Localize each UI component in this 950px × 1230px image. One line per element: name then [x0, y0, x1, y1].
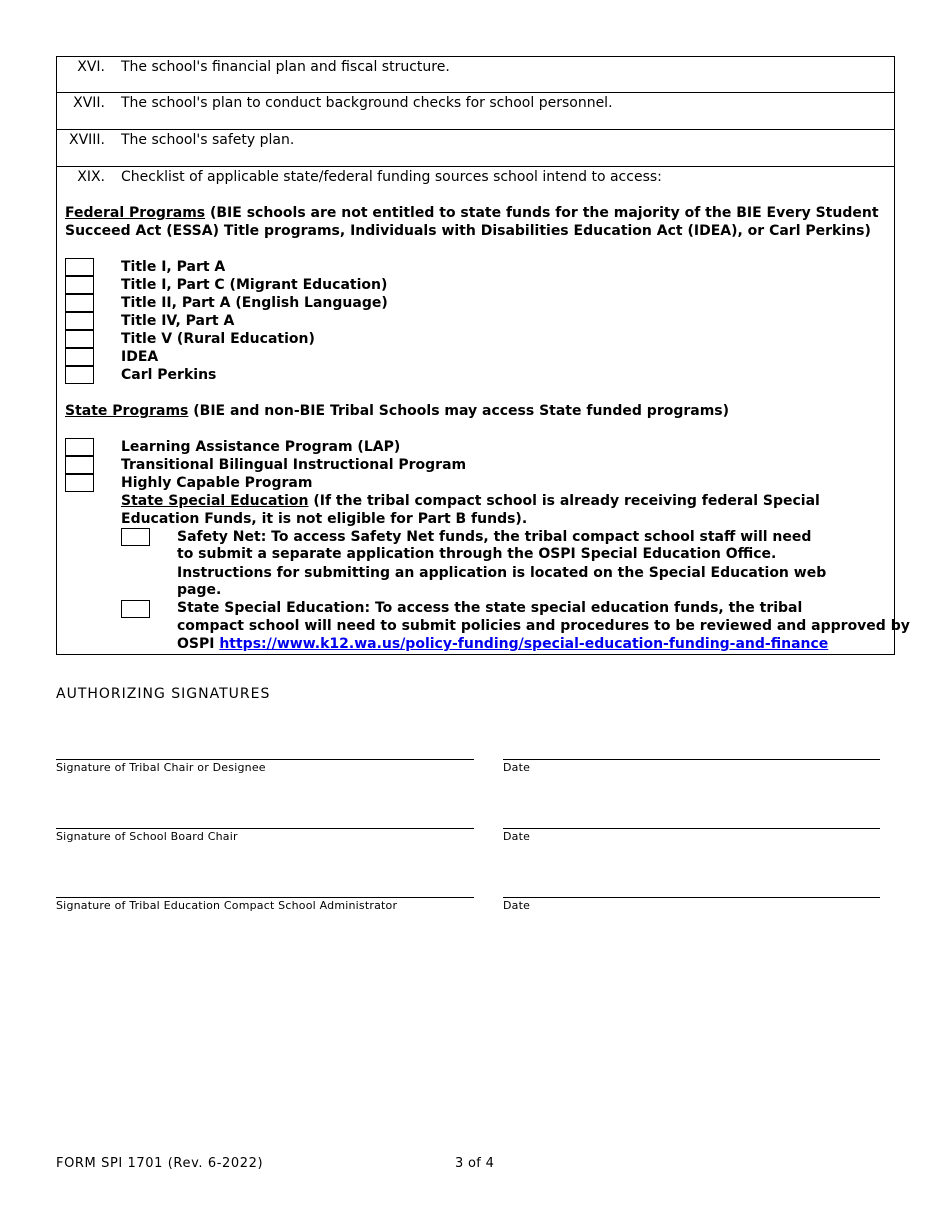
checkbox-title-5[interactable] [65, 330, 94, 348]
state-special-education-heading [121, 492, 820, 510]
date-label: Date [503, 830, 531, 843]
signature-label: Signature of Tribal Education Compact School Administrator [56, 899, 398, 912]
safety-net-text: page. [177, 582, 222, 598]
row-number: XVI. [77, 59, 105, 75]
checkbox-label: Title I, Part C (Migrant Education) [121, 277, 388, 293]
checkbox-label: Highly Capable Program [121, 475, 313, 491]
date-line[interactable] [503, 897, 880, 898]
signature-label: Signature of School Board Chair [56, 830, 238, 843]
signature-label: Signature of Tribal Chair or Designee [56, 761, 266, 774]
checkbox-label: IDEA [121, 349, 159, 365]
checkbox-label: Carl Perkins [121, 367, 217, 383]
special-education-funding-link[interactable]: https://www.k12.wa.us/policy-funding/special-education-funding-and-finance [219, 636, 829, 652]
state-sped-text-with-link [177, 635, 828, 653]
date-line[interactable] [503, 759, 880, 760]
state-sped-text: State Special Education: To access the state special education funds, the tribal [177, 600, 803, 616]
state-special-education-note-continued: Education Funds, it is not eligible for Part B funds). [121, 511, 528, 527]
state-special-education-note: (If the tribal compact school is already receiving federal Special [308, 493, 820, 509]
safety-net-text: Safety Net: To access Safety Net funds, the tribal compact school staff will need [177, 529, 812, 545]
table-row [57, 93, 894, 130]
checkbox-state-special-education[interactable] [121, 600, 150, 618]
state-special-education-title: State Special Education [121, 493, 309, 509]
state-sped-text: OSPI [177, 636, 220, 652]
checkbox-bilingual[interactable] [65, 456, 94, 474]
date-label: Date [503, 899, 531, 912]
table-row [57, 130, 894, 167]
state-programs-note: (BIE and non-BIE Tribal Schools may access State funded programs) [188, 403, 730, 419]
checkbox-label: Learning Assistance Program (LAP) [121, 439, 401, 455]
checkbox-label: Title V (Rural Education) [121, 331, 315, 347]
checkbox-safety-net[interactable] [121, 528, 150, 546]
row-number: XIX. [77, 169, 105, 185]
signature-line[interactable] [56, 828, 474, 829]
authorizing-signatures-heading: AUTHORIZING SIGNATURES [56, 686, 271, 702]
date-line[interactable] [503, 828, 880, 829]
checkbox-label: Title II, Part A (English Language) [121, 295, 388, 311]
state-programs-title: State Programs [65, 403, 189, 419]
federal-programs-note-continued: Succeed Act (ESSA) Title programs, Individuals with Disabilities Education Act (IDEA), or Carl Perkins) [65, 223, 871, 239]
safety-net-text: to submit a separate application through the OSPI Special Education Office. [177, 546, 777, 562]
page-number: 3 of 4 [455, 1156, 495, 1171]
row-text: The school's plan to conduct background checks for school personnel. [121, 95, 613, 111]
checkbox-title-1-part-a[interactable] [65, 258, 94, 276]
federal-programs-note: (BIE schools are not entitled to state funds for the majority of the BIE Every Student [205, 205, 879, 221]
federal-programs-heading [65, 204, 879, 222]
form-number: FORM SPI 1701 (Rev. 6-2022) [56, 1156, 264, 1171]
checkbox-highly-capable[interactable] [65, 474, 94, 492]
checkbox-title-2-part-a[interactable] [65, 294, 94, 312]
row-text: The school's safety plan. [121, 132, 295, 148]
checkbox-carl-perkins[interactable] [65, 366, 94, 384]
state-programs-heading [65, 402, 729, 420]
checkbox-title-1-part-c[interactable] [65, 276, 94, 294]
date-label: Date [503, 761, 531, 774]
signature-line[interactable] [56, 897, 474, 898]
signature-line[interactable] [56, 759, 474, 760]
checkbox-idea[interactable] [65, 348, 94, 366]
form-table [56, 56, 910, 655]
table-row [57, 57, 894, 93]
state-sped-text: compact school will need to submit policies and procedures to be reviewed and approved by [177, 618, 910, 634]
federal-programs-title: Federal Programs [65, 205, 206, 221]
row-text: Checklist of applicable state/federal funding sources school intend to access: [121, 169, 662, 185]
checkbox-label: Title IV, Part A [121, 313, 235, 329]
row-number: XVII. [73, 95, 105, 111]
table-row-funding-checklist [57, 167, 910, 654]
row-number: XVIII. [68, 132, 105, 148]
checkbox-label: Transitional Bilingual Instructional Program [121, 457, 467, 473]
checkbox-label: Title I, Part A [121, 259, 226, 275]
checkbox-lap[interactable] [65, 438, 94, 456]
checkbox-title-4-part-a[interactable] [65, 312, 94, 330]
row-text: The school's financial plan and fiscal structure. [121, 59, 450, 75]
safety-net-text: Instructions for submitting an application is located on the Special Education web [177, 565, 827, 581]
